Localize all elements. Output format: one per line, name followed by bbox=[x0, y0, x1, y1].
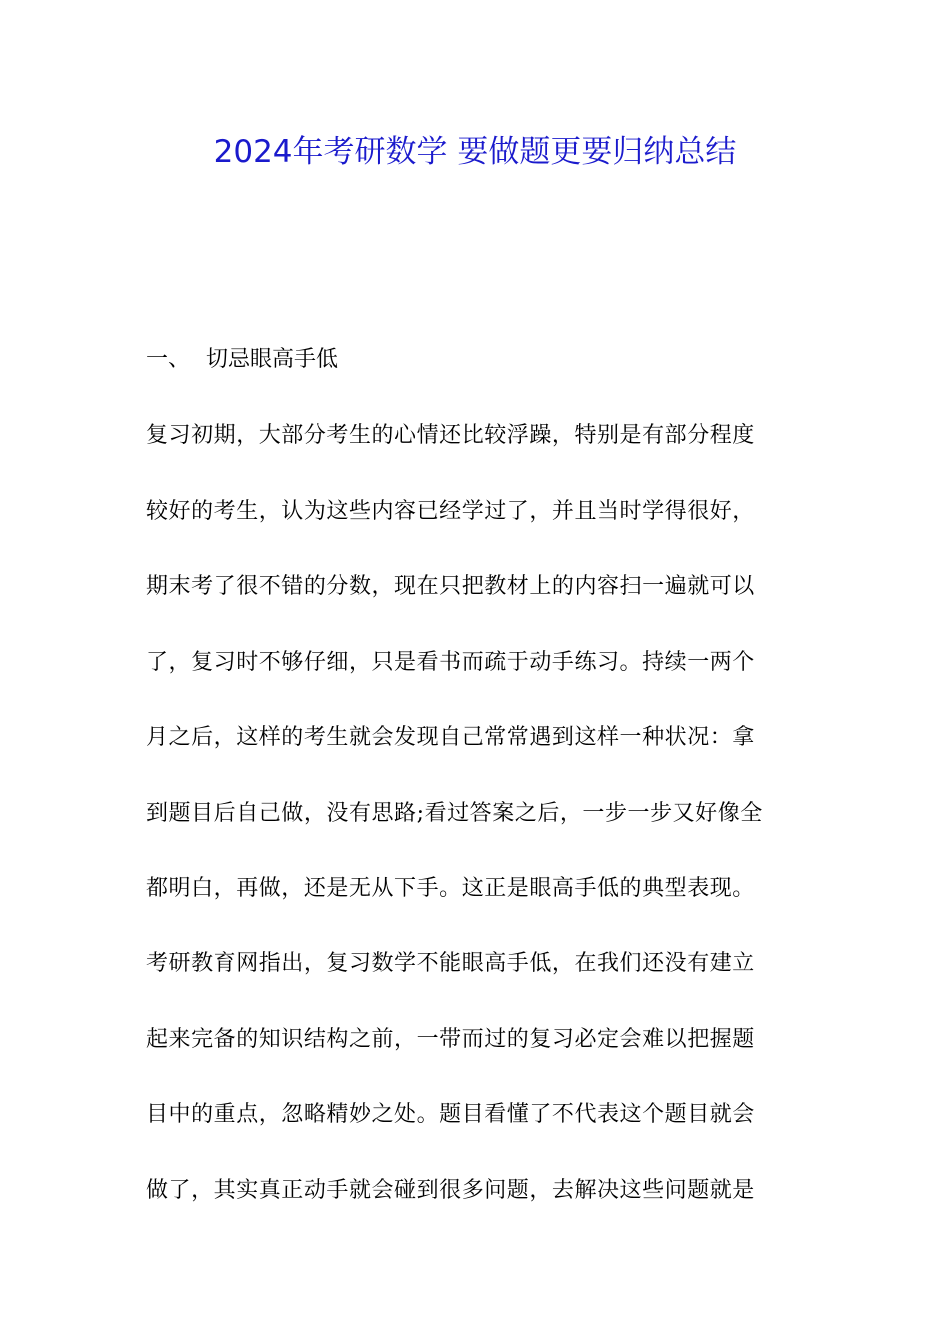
paragraph-line: 都明白，再做，还是无从下手。这正是眼高手低的典型表现。 bbox=[146, 876, 755, 901]
paragraph-line: 做了，其实真正动手就会碰到很多问题，去解决这些问题就是 bbox=[146, 1177, 755, 1203]
paragraph-line: 考研教育网指出，复习数学不能眼高手低，在我们还没有建立 bbox=[146, 951, 755, 976]
paragraph-line: 了，复习时不够仔细，只是看书而疏于动手练习。持续一两个 bbox=[146, 649, 755, 675]
paragraph-line: 起来完备的知识结构之前，一带而过的复习必定会难以把握题 bbox=[146, 1026, 755, 1052]
paragraph-line: 目中的重点，忽略精妙之处。题目看懂了不代表这个题目就会 bbox=[146, 1102, 755, 1127]
paragraph-line: 复习初期，大部分考生的心情还比较浮躁，特别是有部分程度 bbox=[146, 423, 755, 448]
document-title: 2024年考研数学 要做题更要归纳总结 bbox=[213, 134, 737, 170]
paragraph bbox=[146, 946, 816, 1248]
paragraph-line: 较好的考生，认为这些内容已经学过了，并且当时学得很好， bbox=[146, 498, 755, 524]
section-number: 一、 bbox=[146, 347, 191, 372]
paragraph bbox=[146, 418, 816, 947]
paragraph-line: 月之后，这样的考生就会发现自己常常遇到这样一种状况：拿 bbox=[146, 725, 755, 750]
section-heading-text: 切忌眼高手低 bbox=[206, 347, 339, 372]
section-heading bbox=[146, 342, 338, 378]
paragraph-line: 期末考了很不错的分数，现在只把教材上的内容扫一遍就可以 bbox=[146, 574, 755, 599]
paragraph-line: 到题目后自己做，没有思路;看过答案之后，一步一步又好像全 bbox=[146, 800, 763, 826]
